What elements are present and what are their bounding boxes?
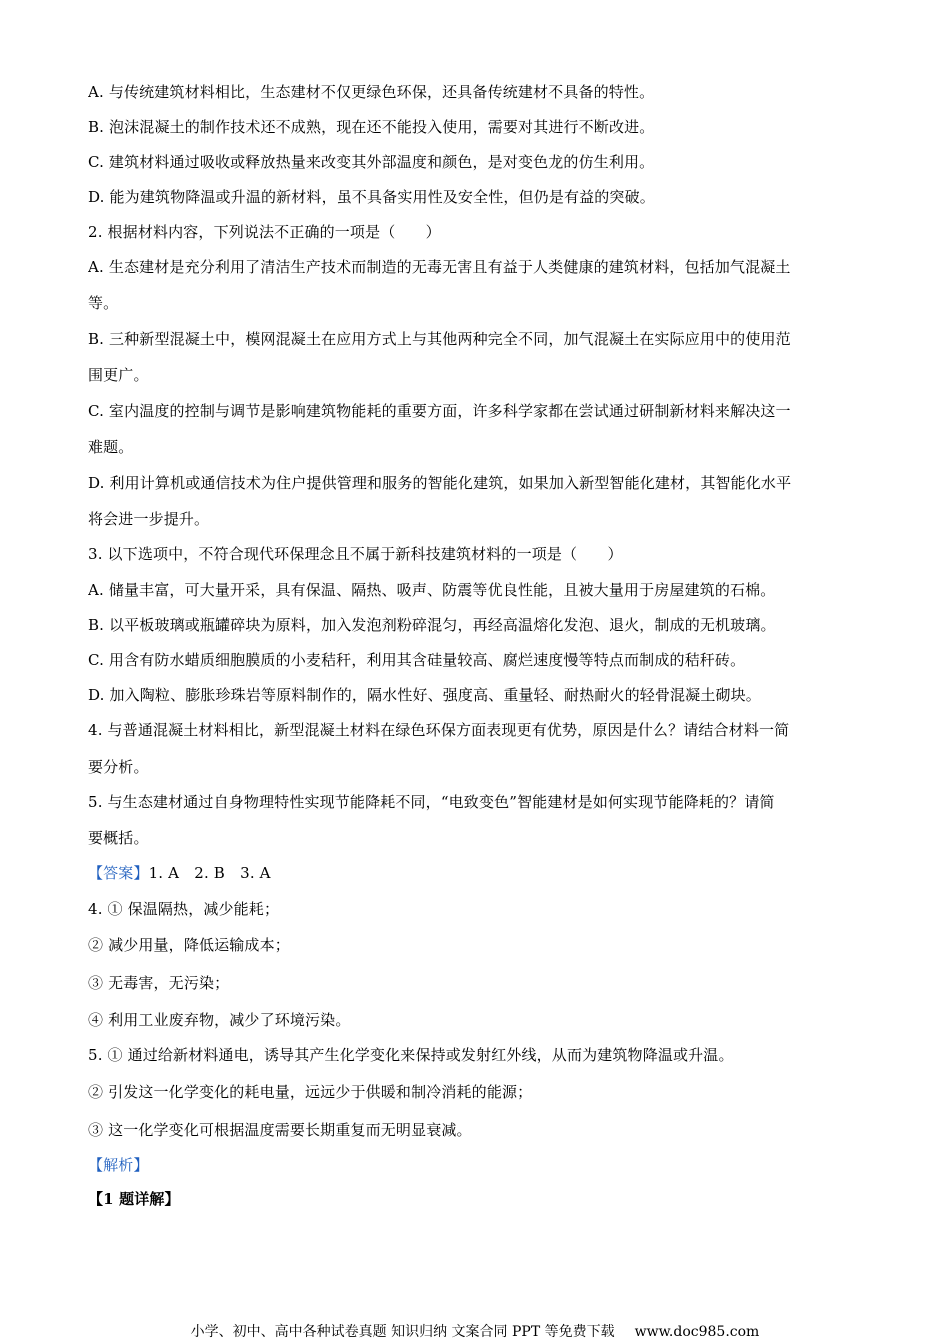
q2-stem: 2. 根据材料内容，下列说法不正确的一项是（ ） [88,223,441,241]
answer-4-point-2: ② 减少用量，降低运输成本； [88,936,290,954]
analysis-tag: 【解析】 [88,1156,149,1174]
answer-choices: 1. A 2. B 3. A [148,864,271,882]
q3-stem: 3. 以下选项中，不符合现代环保理念且不属于新科技建筑材料的一项是（ ） [88,545,623,563]
answer-line [88,863,863,883]
q4-line2: 要分析。 [88,758,149,776]
q2-option-d-line1: D. 利用计算机或通信技术为住户提供管理和服务的智能化建筑，如果加入新型智能化建材，其智能化水平 [88,474,792,492]
q3-option-d: D. 加入陶粒、膨胀珍珠岩等原料制作的，隔水性好、强度高、重量轻、耐热耐火的轻骨混凝土砌块。 [88,686,761,704]
footer-site-link[interactable]: www.doc985.com [634,1324,760,1340]
answer-4-point-1: 4. ① 保温隔热，减少能耗； [88,900,280,918]
analysis-q1-detail: 【1 题详解】 [88,1190,180,1208]
page-footer [0,1322,950,1342]
answer-5-point-2: ② 引发这一化学变化的耗电量，远远少于供暖和制冷消耗的能源； [88,1083,533,1101]
q2-option-c-line2: 难题。 [88,438,134,456]
q1-option-d: D. 能为建筑物降温或升温的新材料，虽不具备实用性及安全性，但仍是有益的突破。 [88,188,655,206]
answer-4-point-4: ④ 利用工业废弃物，减少了环境污染。 [88,1011,351,1029]
q3-option-b: B. 以平板玻璃或瓶罐碎块为原料，加入发泡剂粉碎混匀，再经高温熔化发泡、退火，制成的无机玻璃。 [88,616,776,634]
answer-5-point-1: 5. ① 通过给新材料通电，诱导其产生化学变化来保持或发射红外线，从而为建筑物降温或升温。 [88,1046,734,1064]
q2-option-b-line1: B. 三种新型混凝土中，模网混凝土在应用方式上与其他两种完全不同，加气混凝土在实际应用中的使用范 [88,330,791,348]
q3-option-a: A. 储量丰富，可大量开采，具有保温、隔热、吸声、防震等优良性能，且被大量用于房屋建筑的石棉。 [88,581,776,599]
q1-option-c: C. 建筑材料通过吸收或释放热量来改变其外部温度和颜色，是对变色龙的仿生利用。 [88,153,655,171]
q4-line1: 4. 与普通混凝土材料相比，新型混凝土材料在绿色环保方面表现更有优势，原因是什么？请结合材料一简 [88,721,790,739]
q2-option-d-line2: 将会进一步提升。 [88,510,210,528]
q2-option-a-line2: 等。 [88,294,119,312]
q2-option-a-line1: A. 生态建材是充分利用了清洁生产技术而制造的无毒无害且有益于人类健康的建筑材料，包括加气混凝土 [88,258,791,276]
answer-5-point-3: ③ 这一化学变化可根据温度需要长期重复而无明显衰减。 [88,1121,472,1139]
answer-4-point-3: ③ 无毒害，无污染； [88,974,230,992]
q1-option-b: B. 泡沫混凝土的制作技术还不成熟，现在还不能投入使用，需要对其进行不断改进。 [88,118,655,136]
footer-text: 小学、初中、高中各种试卷真题 知识归纳 文案合同 PPT 等免费下载 [190,1324,615,1340]
q2-option-b-line2: 围更广。 [88,366,149,384]
q2-option-c-line1: C. 室内温度的控制与调节是影响建筑物能耗的重要方面，许多科学家都在尝试通过研制新材料来解决这一 [88,402,791,420]
q5-line1: 5. 与生态建材通过自身物理特性实现节能降耗不同，“电致变色”智能建材是如何实现节能降耗的？请简 [88,793,775,811]
q5-line2: 要概括。 [88,829,149,847]
q1-option-a: A. 与传统建筑材料相比，生态建材不仅更绿色环保，还具备传统建材不具备的特性。 [88,83,655,101]
q3-option-c: C. 用含有防水蜡质细胞膜质的小麦秸秆，利用其含硅量较高、腐烂速度慢等特点而制成的秸秆砖。 [88,651,746,669]
answer-tag: 【答案】 [88,864,149,882]
